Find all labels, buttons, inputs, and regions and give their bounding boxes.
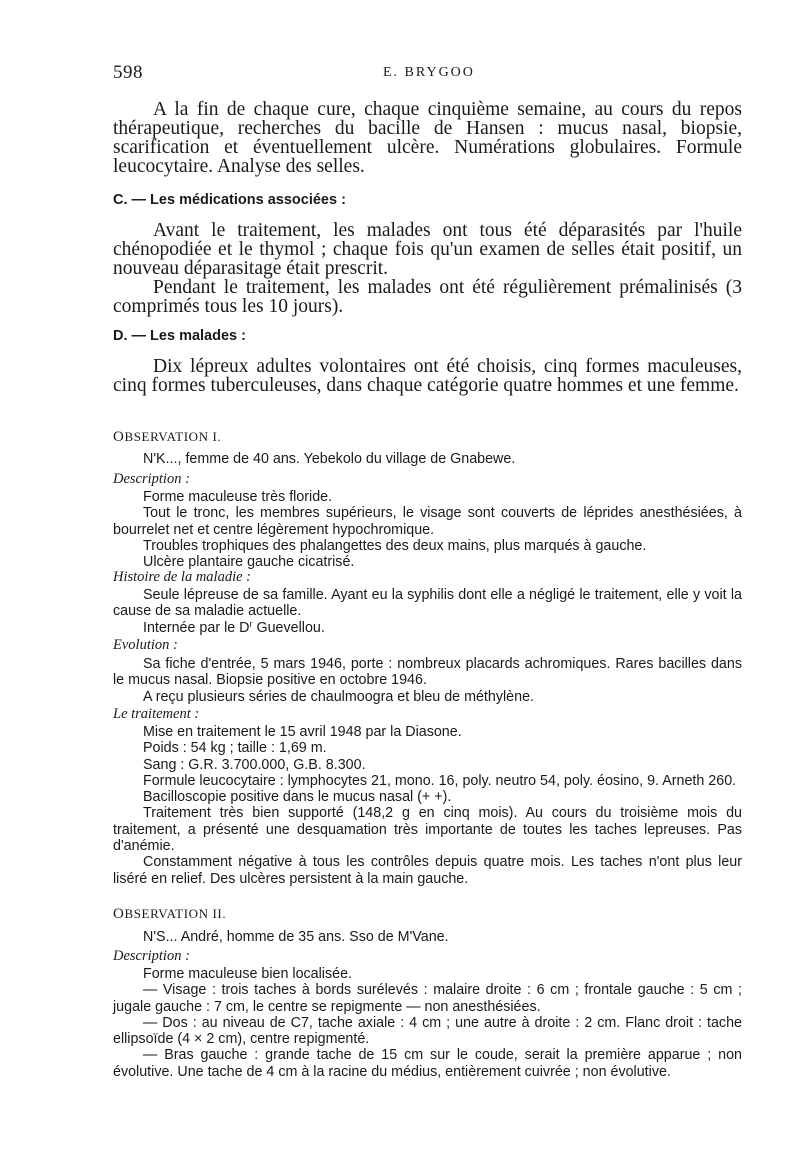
intro-paragraph: A la fin de chaque cure, chaque cinquième semaine, au cours du repos thérapeutique, recherches du bacille de Hansen : mucus nasal, biopsie, scarification et éventuellement ulcère. Numérations globulaires. Formule leucocytaire. Analyse des selles. (113, 99, 742, 177)
observation-1-histoire-line: Seule lépreuse de sa famille. Ayant eu la syphilis dont elle a négligé le traitement, elle y voit la cause de sa maladie actuelle. (113, 587, 742, 620)
intro-block (113, 100, 742, 176)
observation-2-intro: N'S... André, homme de 35 ans. Sso de M'Vane. (143, 929, 449, 945)
observation-2-description-line: — Dos : au niveau de C7, tache axiale : 4 cm ; une autre à droite : 2 cm. Flanc droit : tache ellipsoïde (4 × 2 cm), centre repigmenté. (113, 1014, 742, 1048)
observation-1-evolution-line: A reçu plusieurs séries de chaulmoogra et bleu de méthylène. (143, 688, 535, 705)
observation-1-internee-name: Guevellou. (252, 619, 325, 636)
observation-2-description-label: Description : (113, 948, 190, 964)
observation-1-description-line: Ulcère plantaire gauche cicatrisé. (143, 554, 355, 571)
observation-1-internee-sup: r (249, 618, 253, 629)
observation-1-evolution (113, 656, 742, 705)
observation-1-histoire (113, 587, 742, 636)
page-number: 598 (113, 62, 143, 83)
observation-1-evolution-line: Sa fiche d'entrée, 5 mars 1946, porte : nombreux placards achromiques. Rares bacilles dans le mucus nasal. Biopsie positive en octobre 1946. (113, 656, 742, 689)
section-c-paragraph-1: Avant le traitement, les malades ont tous été déparasités par l'huile chénopodiée et le thymol ; chaque fois qu'un examen de selles était positif, un nouveau déparasitage était prescrit. (113, 220, 742, 279)
observation-1-description-line: Troubles trophiques des phalangettes des deux mains, plus marqués à gauche. (143, 537, 647, 554)
section-d-heading: D. — Les malades : (113, 328, 246, 344)
observation-1-description (113, 489, 742, 570)
observation-2-title-cap: O (113, 906, 125, 922)
observation-1-traitement-line: Sang : G.R. 3.700.000, G.B. 8.300. (143, 756, 366, 773)
observation-1-description-label: Description : (113, 471, 190, 487)
observation-1-intro-block (113, 451, 742, 467)
observation-1-traitement-label: Le traitement : (113, 706, 200, 722)
section-d-body (113, 357, 742, 395)
observation-1-internee-prefix: Internée par le D (143, 619, 250, 636)
observation-1-traitement (113, 724, 742, 887)
observation-1-title-rest: BSERVATION I. (124, 429, 222, 444)
observation-1-histoire-label: Histoire de la maladie : (113, 569, 251, 585)
observation-1-title (113, 429, 221, 446)
observation-1-description-line: Forme maculeuse très floride. (143, 489, 333, 505)
observation-2-description-line: Forme maculeuse bien localisée. (143, 966, 352, 982)
observation-1-traitement-line: Traitement très bien supporté (148,2 g en cinq mois). Au cours du troisième mois du traitement, a présenté une desquamation très importante de toutes les taches lepreuses. Pas d'anémie. (113, 805, 742, 855)
observation-1-traitement-line: Constamment négative à tous les contrôles depuis quatre mois. Les taches n'ont plus leur liséré en relief. Des ulcères persistent à la main gauche. (113, 854, 742, 887)
observation-2-description (113, 966, 742, 1080)
observation-2-description-line: — Visage : trois taches à bords surélevés : malaire droite : 6 cm ; frontale gauche : 5 cm ; jugale gauche : 7 cm, le centre se repigmente — non anesthésiées. (113, 982, 742, 1015)
observation-1-traitement-line: Poids : 54 kg ; taille : 1,69 m. (143, 740, 327, 757)
observation-1-intro: N'K..., femme de 40 ans. Yebekolo du village de Gnabewe. (143, 451, 516, 467)
observation-1-internee-line (113, 620, 742, 636)
section-c-heading: C. — Les médications associées : (113, 192, 346, 208)
observation-2-intro-block (113, 929, 742, 945)
observation-1-traitement-line: Bacilloscopie positive dans le mucus nasal (+ +). (143, 789, 452, 806)
observation-1-traitement-line: Formule leucocytaire : lymphocytes 21, mono. 16, poly. neutro 54, poly. éosino, 9. Arneth 260. (143, 772, 737, 789)
observation-2-title (113, 906, 226, 923)
section-c-paragraph-2: Pendant le traitement, les malades ont été régulièrement prémalinisés (3 comprimés tous les 10 jours). (113, 277, 742, 317)
running-header (113, 62, 740, 86)
observation-1-evolution-label: Evolution : (113, 637, 178, 653)
section-d-paragraph: Dix lépreux adultes volontaires ont été choisis, cinq formes maculeuses, cinq formes tuberculeuses, dans chaque catégorie quatre hommes et une femme. (113, 356, 742, 396)
running-title: E. BRYGOO (383, 65, 475, 80)
observation-2-title-rest: BSERVATION II. (124, 906, 227, 921)
observation-1-description-line: Tout le tronc, les membres supérieurs, le visage sont couverts de léprides anesthésiées, à bourrelet net et centre légèrement hypochromique. (113, 505, 742, 538)
observation-1-title-cap: O (113, 429, 125, 445)
observation-2-description-line: — Bras gauche : grande tache de 15 cm sur le coude, serait la première apparue ; non évolutive. Une tache de 4 cm à la racine du médius, entièrement cuivrée ; non évolutive. (113, 1047, 742, 1080)
observation-1-traitement-line: Mise en traitement le 15 avril 1948 par la Diasone. (143, 724, 462, 740)
section-c-body (113, 221, 742, 316)
